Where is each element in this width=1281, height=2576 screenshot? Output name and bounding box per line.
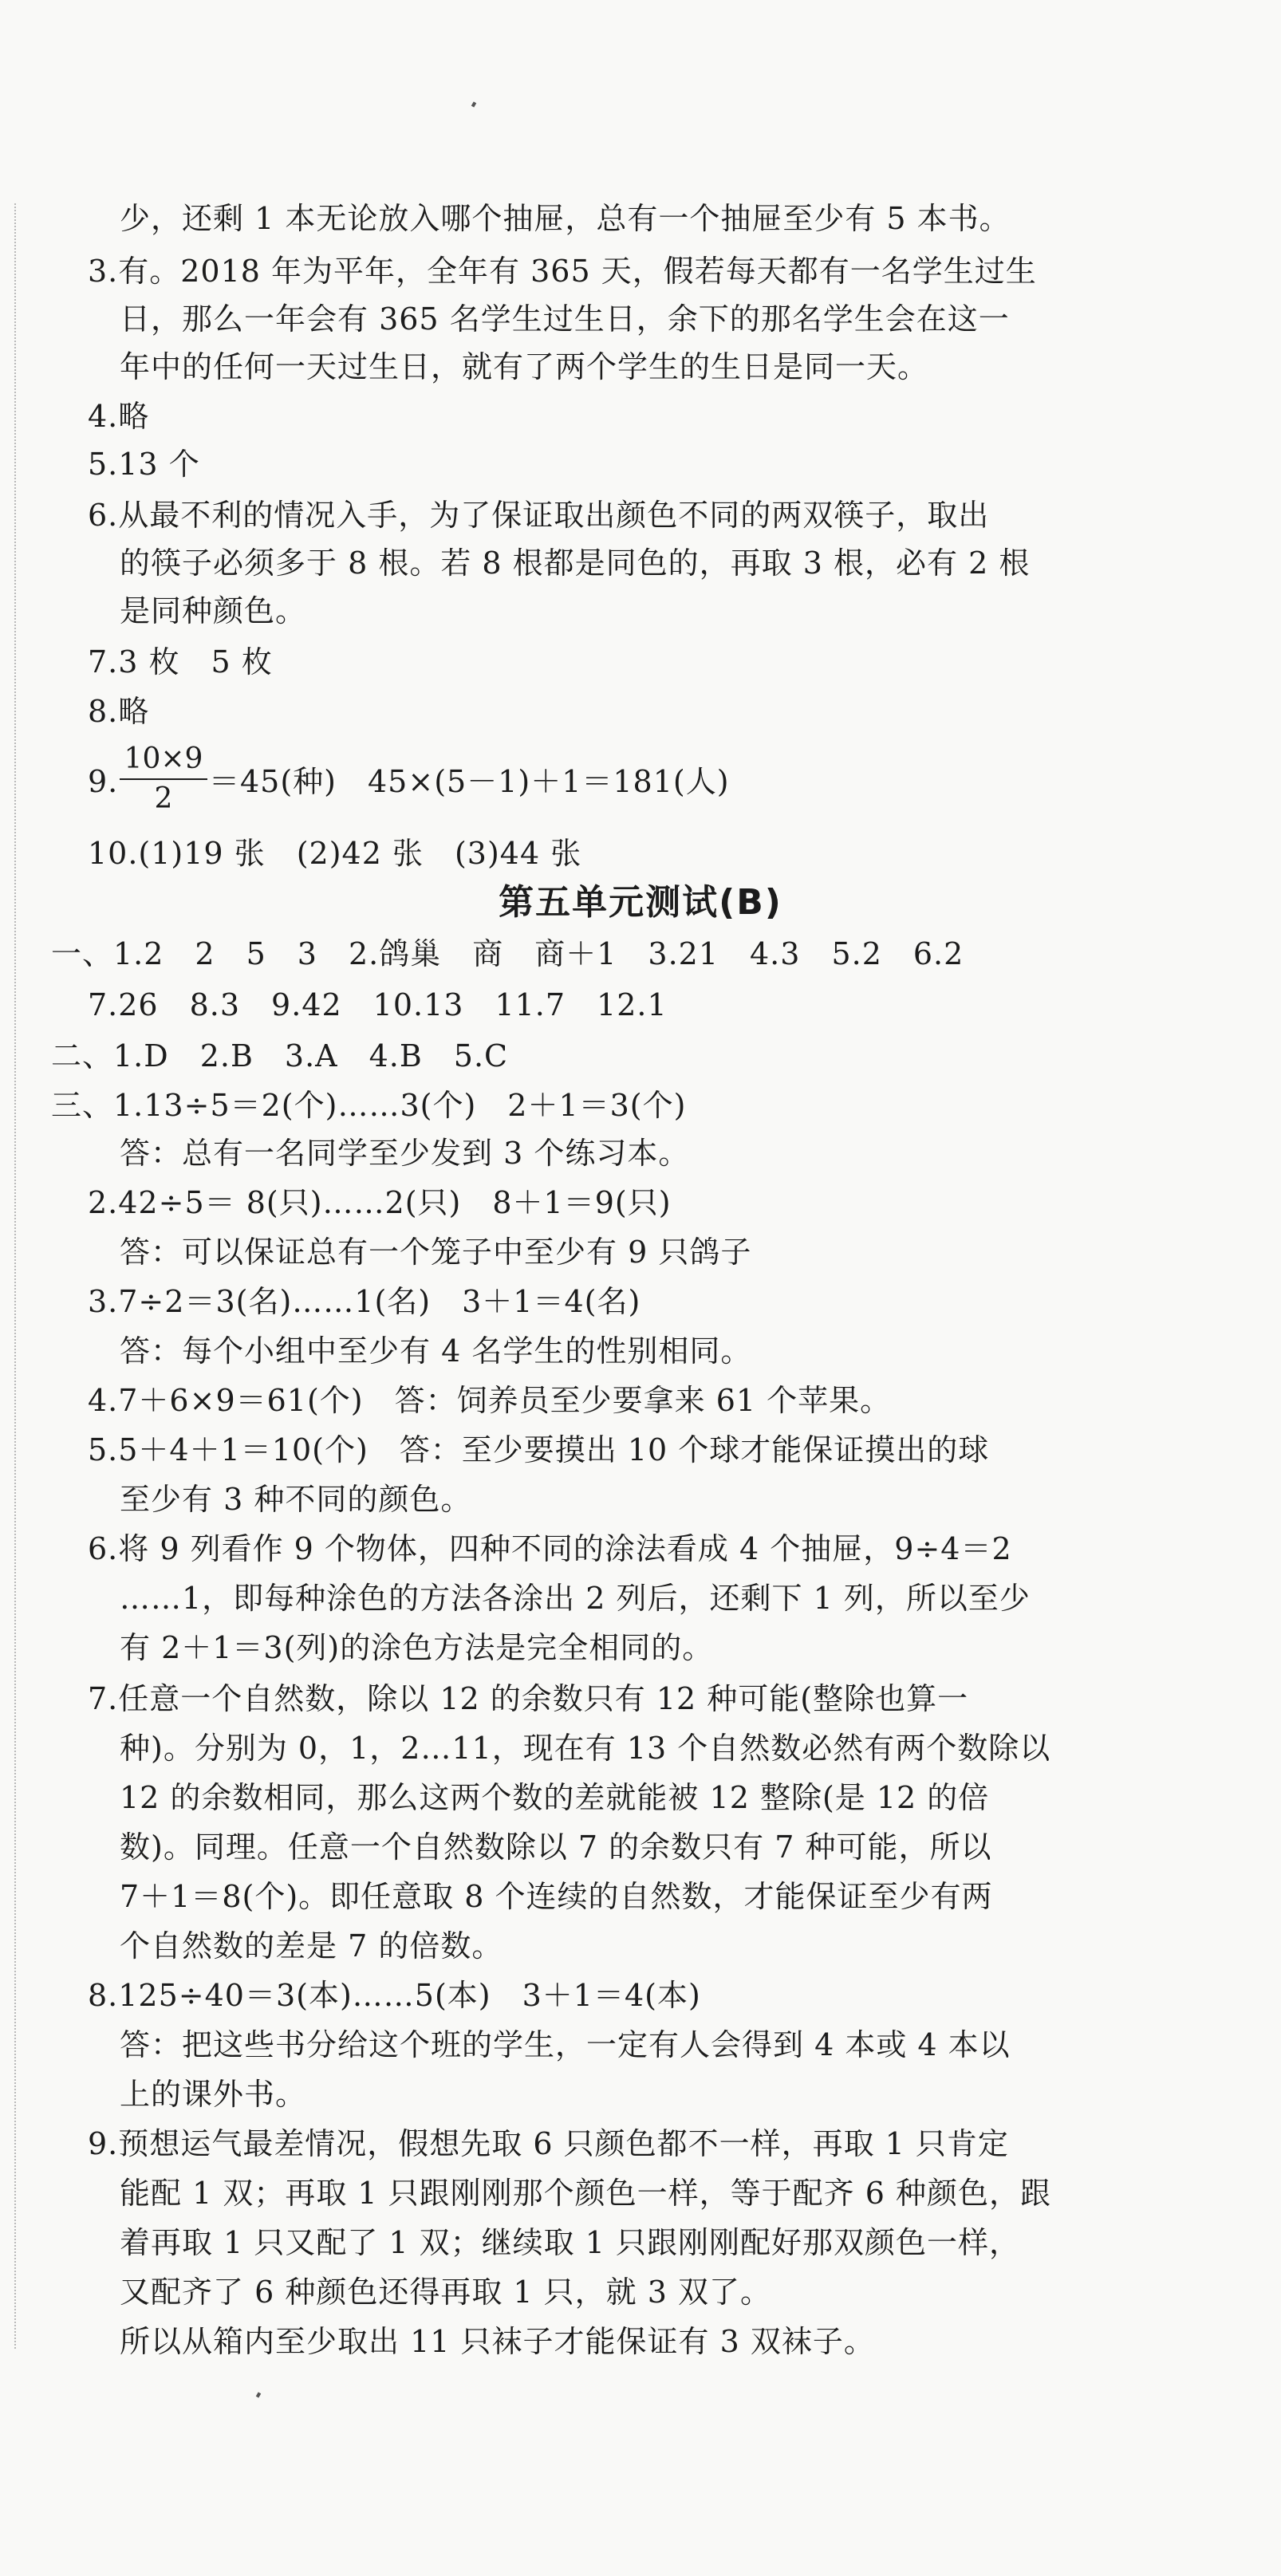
text-line: 7.26 8.3 9.42 10.13 11.7 12.1	[88, 987, 668, 1022]
text-line: 10.(1)19 张 (2)42 张 (3)44 张	[88, 836, 582, 871]
q9-fraction	[120, 742, 207, 817]
text-line: 2.42÷5＝ 8(只)……2(只) 8＋1＝9(只)	[88, 1185, 672, 1220]
text-line: 二、1.D 2.B 3.A 4.B 5.C	[51, 1038, 509, 1073]
q9-number: 9.	[88, 764, 119, 799]
text-line: ……1，即每种涂色的方法各涂出 2 列后，还剩下 1 列，所以至少	[120, 1581, 1031, 1616]
text-line: 7.任意一个自然数，除以 12 的余数只有 12 种可能(整除也算一	[88, 1681, 969, 1716]
scan-speck	[256, 2392, 261, 2397]
q9-expression: ＝45(种) 45×(5－1)＋1＝181(人)	[209, 764, 730, 799]
text-line: 12 的余数相同，那么这两个数的差就能被 12 整除(是 12 的倍	[120, 1780, 990, 1815]
text-line: 是同种颜色。	[120, 593, 307, 628]
text-line: 7＋1＝8(个)。即任意取 8 个连续的自然数，才能保证至少有两	[120, 1879, 993, 1914]
text-line: 5.13 个	[88, 447, 200, 482]
fraction-denominator: 2	[154, 782, 173, 815]
text-line: 着再取 1 只又配了 1 双；继续取 1 只跟刚刚配好那双颜色一样，	[120, 2225, 1021, 2260]
margin-dotted-line	[14, 203, 16, 2349]
text-line: 答：每个小组中至少有 4 名学生的性别相同。	[120, 1333, 752, 1369]
text-line: 上的课外书。	[120, 2077, 307, 2112]
fraction-numerator: 10×9	[120, 742, 207, 780]
text-line: 至少有 3 种不同的颜色。	[120, 1482, 472, 1517]
text-line: 答：可以保证总有一个笼子中至少有 9 只鸽子	[120, 1235, 752, 1270]
text-line: 8.125÷40＝3(本)……5(本) 3＋1＝4(本)	[88, 1978, 701, 2013]
text-line: 年中的任何一天过生日，就有了两个学生的生日是同一天。	[120, 349, 929, 384]
text-line: 日，那么一年会有 365 名学生过生日，余下的那名学生会在这一	[120, 301, 1010, 337]
text-line: 9.预想运气最差情况，假想先取 6 只颜色都不一样，再取 1 只肯定	[88, 2126, 1009, 2161]
text-line: 三、1.13÷5＝2(个)……3(个) 2＋1＝3(个)	[51, 1088, 687, 1123]
text-line: 少，还剩 1 本无论放入哪个抽屉，总有一个抽屉至少有 5 本书。	[120, 201, 1011, 236]
text-line: 答：总有一名同学至少发到 3 个练习本。	[120, 1136, 690, 1171]
text-line: 4.7＋6×9＝61(个) 答：饲养员至少要拿来 61 个苹果。	[88, 1383, 892, 1418]
text-line: 能配 1 双；再取 1 只跟刚刚那个颜色一样，等于配齐 6 种颜色，跟	[120, 2176, 1052, 2211]
text-line: 有 2＋1＝3(列)的涂色方法是完全相同的。	[120, 1630, 714, 1665]
text-line: 所以从箱内至少取出 11 只袜子才能保证有 3 双袜子。	[120, 2324, 875, 2359]
text-line: 4.略	[88, 399, 150, 434]
text-line: 3.7÷2＝3(名)……1(名) 3＋1＝4(名)	[88, 1284, 641, 1319]
text-line: 一、1.2 2 5 3 2.鸽巢 商 商＋1 3.21 4.3 5.2 6.2	[51, 936, 964, 971]
text-line: 6.将 9 列看作 9 个物体，四种不同的涂法看成 4 个抽屉，9÷4＝2	[88, 1531, 1012, 1566]
text-line: 8.略	[88, 694, 150, 729]
text-line: 个自然数的差是 7 的倍数。	[120, 1928, 503, 1964]
text-line: 5.5＋4＋1＝10(个) 答：至少要摸出 10 个球才能保证摸出的球	[88, 1432, 990, 1467]
text-line: 种)。分别为 0，1，2…11，现在有 13 个自然数必然有两个数除以	[120, 1731, 1051, 1766]
text-line: 答：把这些书分给这个班的学生，一定有人会得到 4 本或 4 本以	[120, 2027, 1011, 2062]
section-title: 第五单元测试(B)	[499, 882, 782, 923]
text-line: 3.有。2018 年为平年，全年有 365 天，假若每天都有一名学生过生	[88, 254, 1037, 289]
text-line: 7.3 枚 5 枚	[88, 644, 273, 679]
text-line: 数)。同理。任意一个自然数除以 7 的余数只有 7 种可能，所以	[120, 1830, 992, 1865]
text-line: 又配齐了 6 种颜色还得再取 1 只，就 3 双了。	[120, 2275, 772, 2310]
text-line: 6.从最不利的情况入手，为了保证取出颜色不同的两双筷子，取出	[88, 498, 990, 533]
text-line: 的筷子必须多于 8 根。若 8 根都是同色的，再取 3 根，必有 2 根	[120, 546, 1031, 581]
scan-speck	[471, 101, 476, 107]
